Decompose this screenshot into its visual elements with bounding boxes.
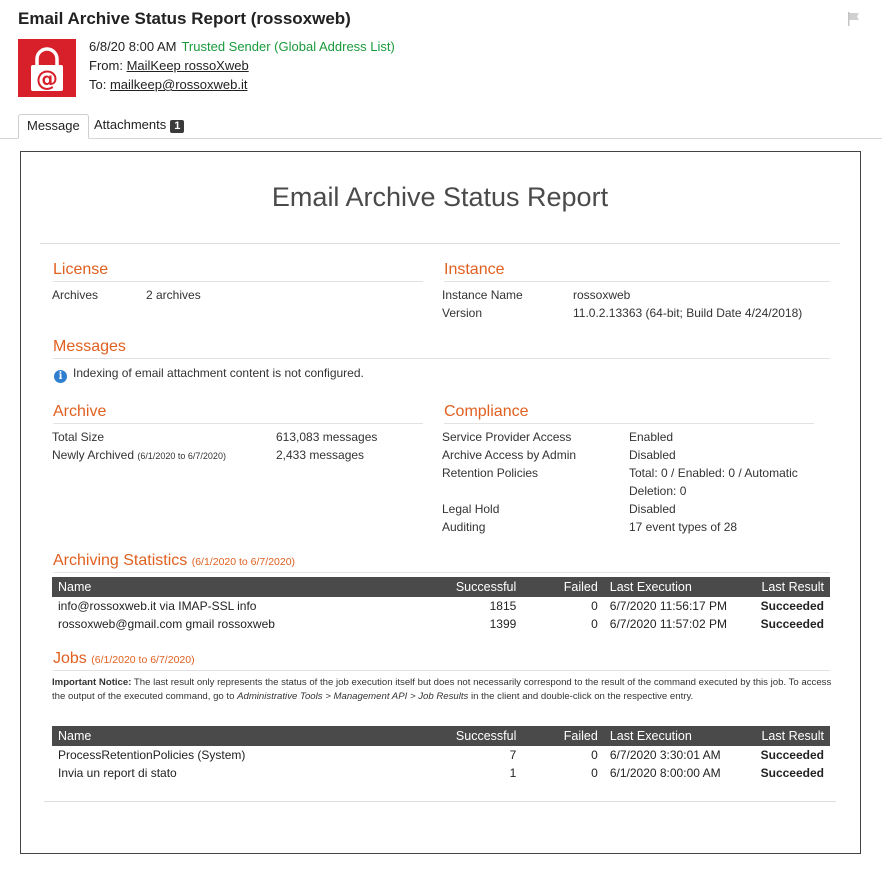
- version-value: 11.0.2.13363 (64-bit; Build Date 4/24/2018): [573, 306, 803, 320]
- email-meta: [89, 37, 395, 94]
- email-subject: Email Archive Status Report (rossoxweb): [18, 9, 351, 28]
- notice-end: in the client and double-click on the respective entry.: [468, 691, 694, 702]
- newly-archived-label: [52, 446, 226, 465]
- info-icon: i: [54, 370, 67, 383]
- archive-divider: [53, 423, 423, 424]
- row-last-result: Succeeded: [760, 748, 824, 762]
- stats-heading-text: Archiving Statistics: [53, 552, 188, 569]
- row-name: rossoxweb@gmail.com gmail rossoxweb: [58, 617, 275, 631]
- admin-access-label: Archive Access by Admin: [442, 448, 577, 462]
- row-successful: 1: [509, 766, 517, 780]
- to-label: To:: [89, 77, 107, 92]
- footer-divider: [44, 801, 836, 802]
- tab-message[interactable]: Message: [18, 114, 89, 139]
- messages-divider: [53, 358, 830, 359]
- newly-archived-value: 2,433 messages: [276, 448, 365, 462]
- row-name: info@rossoxweb.it via IMAP-SSL info: [58, 599, 257, 613]
- stats-col-last-execution: Last Execution: [604, 577, 755, 597]
- row-successful: 1815: [489, 599, 517, 613]
- message-tabs: [0, 113, 882, 139]
- notice-bold: Important Notice:: [52, 677, 132, 688]
- stats-header-row: [52, 577, 830, 597]
- instance-divider: [444, 281, 830, 282]
- row-last-result: Succeeded: [760, 617, 824, 631]
- sender-logo-icon: [18, 39, 76, 97]
- row-failed: 0: [591, 617, 598, 631]
- compliance-heading: Compliance: [444, 403, 529, 420]
- notice-text: The last result only represents the status of the job execution itself but does not necessarily correspond to the result of the command executed by this job. To access the output of the executed command, go to: [52, 677, 832, 702]
- retention-value-line1: Total: 0 / Enabled: 0 / Automatic: [629, 466, 798, 480]
- row-last-result: Succeeded: [760, 766, 824, 780]
- archives-value: 2 archives: [146, 288, 201, 302]
- messages-heading: Messages: [53, 338, 126, 355]
- sp-access-label: Service Provider Access: [442, 430, 572, 444]
- stats-heading: [53, 552, 295, 570]
- row-successful: 7: [509, 748, 517, 762]
- jobs-heading-text: Jobs: [53, 650, 87, 667]
- auditing-value: 17 event types of 28: [629, 520, 738, 534]
- jobs-col-last-execution: Last Execution: [604, 726, 755, 746]
- row-last-result: Succeeded: [760, 599, 824, 613]
- table-row: [52, 597, 830, 615]
- row-failed: 0: [591, 599, 598, 613]
- instance-name-value: rossoxweb: [573, 288, 631, 302]
- title-divider: [40, 243, 840, 244]
- info-message: [54, 366, 364, 383]
- jobs-table: [52, 726, 830, 782]
- row-last-execution: 6/7/2020 3:30:01 AM: [609, 748, 721, 762]
- email-date: 6/8/20 8:00 AM: [89, 39, 177, 54]
- from-label: From:: [89, 58, 123, 73]
- stats-range: (6/1/2020 to 6/7/2020): [191, 556, 296, 568]
- jobs-col-successful: Successful: [431, 726, 523, 746]
- sp-access-value: Enabled: [629, 430, 674, 444]
- jobs-heading: [53, 650, 195, 668]
- tab-attachments[interactable]: [86, 114, 192, 137]
- report-title: Email Archive Status Report: [271, 182, 609, 212]
- retention-value-line2: Deletion: 0: [629, 484, 687, 498]
- trusted-sender-label: Trusted Sender (Global Address List): [181, 39, 395, 54]
- row-name: Invia un report di stato: [58, 766, 177, 780]
- legal-hold-label: Legal Hold: [442, 502, 500, 516]
- jobs-col-last-result: Last Result: [755, 726, 830, 746]
- stats-col-successful: Successful: [431, 577, 523, 597]
- version-label: Version: [442, 306, 483, 320]
- tab-attachments-label: Attachments: [94, 117, 167, 132]
- stats-table: [52, 577, 830, 633]
- total-size-value: 613,083 messages: [276, 430, 378, 444]
- table-row: [52, 746, 830, 764]
- jobs-divider: [53, 670, 830, 671]
- info-message-text: Indexing of email attachment content is not configured.: [73, 366, 364, 380]
- to-link[interactable]: mailkeep@rossoxweb.it: [109, 77, 248, 92]
- instance-heading: Instance: [444, 261, 505, 278]
- instance-name-label: Instance Name: [442, 288, 523, 302]
- row-successful: 1399: [489, 617, 517, 631]
- admin-access-value: Disabled: [629, 448, 676, 462]
- table-row: [52, 615, 830, 633]
- archive-heading: Archive: [53, 403, 107, 420]
- jobs-col-name: Name: [52, 726, 431, 746]
- row-last-execution: 6/7/2020 11:56:17 PM: [609, 599, 727, 613]
- stats-col-failed: Failed: [522, 577, 603, 597]
- row-failed: 0: [591, 766, 598, 780]
- row-name: ProcessRetentionPolicies (System): [58, 748, 246, 762]
- important-notice: [52, 676, 832, 704]
- compliance-divider: [444, 423, 814, 424]
- jobs-col-failed: Failed: [522, 726, 603, 746]
- jobs-header-row: [52, 726, 830, 746]
- license-divider: [53, 281, 423, 282]
- stats-divider: [53, 572, 830, 573]
- notice-path: Administrative Tools > Management API > Job Results: [237, 691, 469, 702]
- svg-text:@: @: [36, 67, 58, 92]
- table-row: [52, 764, 830, 782]
- row-last-execution: 6/1/2020 8:00:00 AM: [609, 766, 721, 780]
- row-failed: 0: [591, 748, 598, 762]
- legal-hold-value: Disabled: [629, 502, 676, 516]
- jobs-range: (6/1/2020 to 6/7/2020): [91, 654, 195, 666]
- license-heading: License: [53, 261, 109, 278]
- retention-label: Retention Policies: [442, 466, 539, 480]
- from-link[interactable]: MailKeep rossoXweb: [126, 58, 249, 73]
- auditing-label: Auditing: [442, 520, 486, 534]
- archives-label: Archives: [52, 288, 99, 302]
- stats-col-name: Name: [52, 577, 431, 597]
- newly-archived-range: (6/1/2020 to 6/7/2020): [137, 451, 226, 461]
- attachments-count-badge: 1: [170, 120, 184, 133]
- row-last-execution: 6/7/2020 11:57:02 PM: [609, 617, 727, 631]
- total-size-label: Total Size: [52, 430, 105, 444]
- stats-col-last-result: Last Result: [755, 577, 830, 597]
- flag-icon[interactable]: [846, 11, 862, 27]
- newly-archived-text: Newly Archived: [52, 448, 135, 462]
